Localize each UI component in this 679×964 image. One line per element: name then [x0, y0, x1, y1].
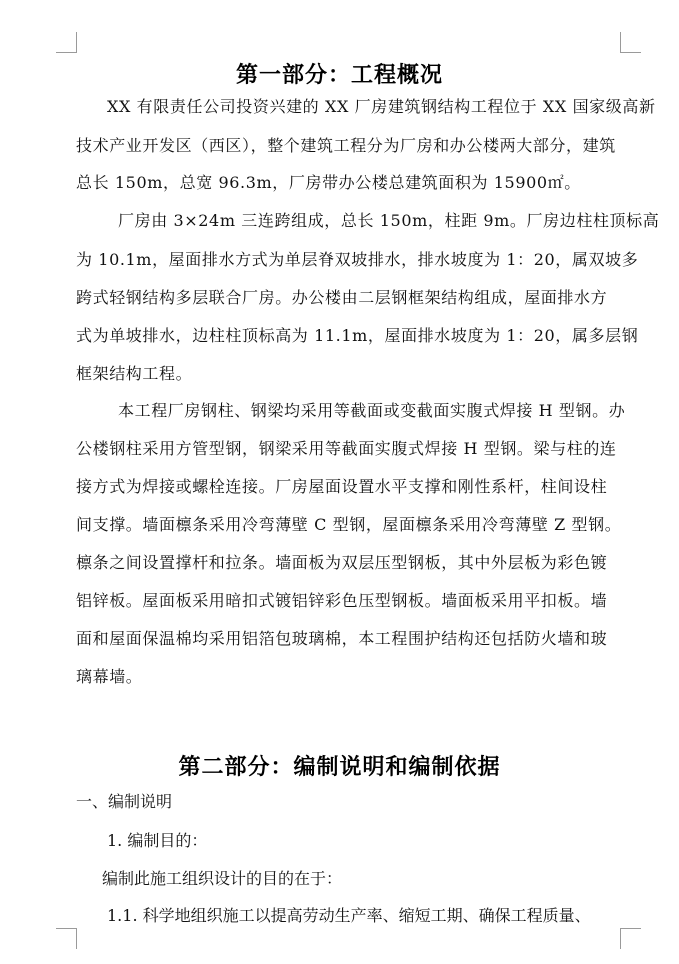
paragraph-line: 框架结构工程。 — [76, 364, 193, 383]
crop-mark-bottom-left-h — [56, 928, 77, 929]
numbered-item: 1. 编制目的： — [107, 831, 208, 850]
paragraph-line: 式为单坡排水，边柱柱顶标高为 11.1m，屋面排水坡度为 1：20，属多层钢 — [76, 326, 639, 345]
paragraph-line: 厂房由 3×24m 三连跨组成，总长 150m，柱距 9m。厂房边柱柱顶标高 — [118, 211, 660, 230]
paragraph-line: 接方式为焊接或螺栓连接。厂房屋面设置水平支撑和刚性系杆，柱间设柱 — [76, 477, 608, 496]
crop-mark-top-left-h — [56, 52, 77, 53]
part2-heading: 第二部分：编制说明和编制依据 — [178, 755, 501, 780]
paragraph-line: 面和屋面保温棉均采用铝箔包玻璃棉，本工程围护结构还包括防火墙和玻 — [76, 629, 608, 648]
crop-mark-bottom-right-v — [620, 928, 621, 949]
crop-mark-top-left-v — [76, 32, 77, 53]
crop-mark-bottom-right-h — [620, 928, 641, 929]
paragraph-line: 铝锌板。屋面板采用暗扣式镀铝锌彩色压型钢板。墙面板采用平扣板。墙 — [76, 591, 608, 610]
part1-heading: 第一部分：工程概况 — [235, 63, 443, 88]
paragraph-line: 技术产业开发区（西区），整个建筑工程分为厂房和办公楼两大部分，建筑 — [76, 136, 616, 155]
paragraph-line: XX 有限责任公司投资兴建的 XX 厂房建筑钢结构工程位于 XX 国家级高新 — [107, 97, 656, 116]
paragraph-line: 间支撑。墙面檩条采用冷弯薄壁 C 型钢，屋面檩条采用冷弯薄壁 Z 型钢。 — [76, 515, 622, 534]
intro-text: 编制此施工组织设计的目的在于： — [102, 869, 343, 888]
numbered-subitem: 1.1. 科学地组织施工以提高劳动生产率、缩短工期、确保工程质量、 — [107, 906, 591, 925]
crop-mark-top-right-h — [620, 52, 641, 53]
paragraph-line: 总长 150m，总宽 96.3m，厂房带办公楼总建筑面积为 15900㎡。 — [76, 173, 581, 192]
paragraph-line: 公楼钢柱采用方管型钢，钢梁采用等截面实腹式焊接 H 型钢。梁与柱的连 — [76, 439, 617, 458]
paragraph-line: 跨式轻钢结构多层联合厂房。办公楼由二层钢框架结构组成，屋面排水方 — [76, 288, 608, 307]
paragraph-line: 璃幕墙。 — [76, 667, 143, 686]
paragraph-line: 本工程厂房钢柱、钢梁均采用等截面或变截面实腹式焊接 H 型钢。办 — [118, 401, 626, 420]
crop-mark-bottom-left-v — [76, 928, 77, 949]
paragraph-line: 檩条之间设置撑杆和拉条。墙面板为双层压型钢板，其中外层板为彩色镀 — [76, 553, 608, 572]
crop-mark-top-right-v — [620, 32, 621, 53]
paragraph-line: 为 10.1m，屋面排水方式为单层脊双坡排水，排水坡度为 1：20，属双坡多 — [76, 250, 639, 269]
section-heading: 一、编制说明 — [76, 792, 173, 811]
